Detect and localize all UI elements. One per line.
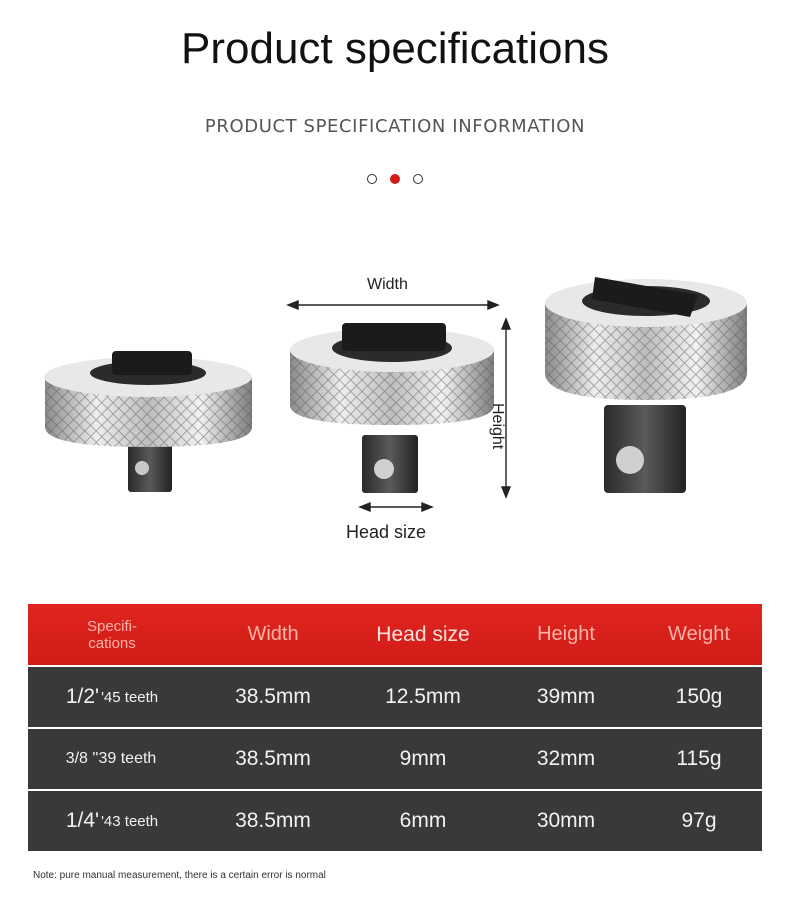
head-size-dimension-arrow xyxy=(360,503,432,511)
height-cell: 32mm xyxy=(536,747,596,770)
spec-table-header xyxy=(28,604,762,665)
width-cell: 38.5mm xyxy=(235,747,311,770)
product-illustration xyxy=(0,255,790,555)
table-row xyxy=(28,791,762,851)
ratchet-head-left xyxy=(44,351,252,492)
spec-cell: 1/2' '45 teeth xyxy=(65,685,159,708)
weight-cell: 115g xyxy=(676,747,722,770)
ratchet-heads-image xyxy=(0,255,790,555)
spec-cell: 3/8 ''39 teeth xyxy=(65,750,157,767)
pager-dot-1[interactable] xyxy=(367,174,377,184)
ratchet-head-middle xyxy=(290,323,494,493)
spec-cell: 1/4' '43 teeth xyxy=(65,809,159,832)
width-dimension-arrow xyxy=(288,301,498,309)
height-label: Height xyxy=(489,403,506,450)
height-cell: 30mm xyxy=(536,809,596,832)
width-cell: 38.5mm xyxy=(235,685,311,708)
head-size-label: Head size xyxy=(346,522,427,542)
table-row xyxy=(28,667,762,727)
measurement-note: Note: pure manual measurement, there is a certain error is normal xyxy=(33,870,326,881)
page-title: Product specifications xyxy=(181,24,609,73)
col-header-specifications: Specifi- cations xyxy=(86,617,138,652)
height-cell: 39mm xyxy=(536,685,596,708)
ratchet-head-right xyxy=(545,277,747,493)
col-header-height: Height xyxy=(537,623,595,645)
col-header-head-size: Head size xyxy=(376,622,470,646)
weight-cell: 97g xyxy=(681,809,717,832)
page-subtitle: PRODUCT SPECIFICATION INFORMATION xyxy=(204,116,586,137)
pager-dot-2-active[interactable] xyxy=(390,174,400,184)
spec-table xyxy=(28,604,762,851)
pager-dot-3[interactable] xyxy=(413,174,423,184)
weight-cell: 150g xyxy=(675,685,723,708)
col-header-width: Width xyxy=(247,623,299,645)
head-size-cell: 9mm xyxy=(399,747,447,770)
table-row xyxy=(28,729,762,789)
head-size-cell: 6mm xyxy=(399,809,447,832)
width-cell: 38.5mm xyxy=(235,809,311,832)
head-size-cell: 12.5mm xyxy=(385,685,461,708)
col-header-weight: Weight xyxy=(668,623,730,645)
width-label: Width xyxy=(367,276,408,293)
pager-dots xyxy=(365,174,429,188)
